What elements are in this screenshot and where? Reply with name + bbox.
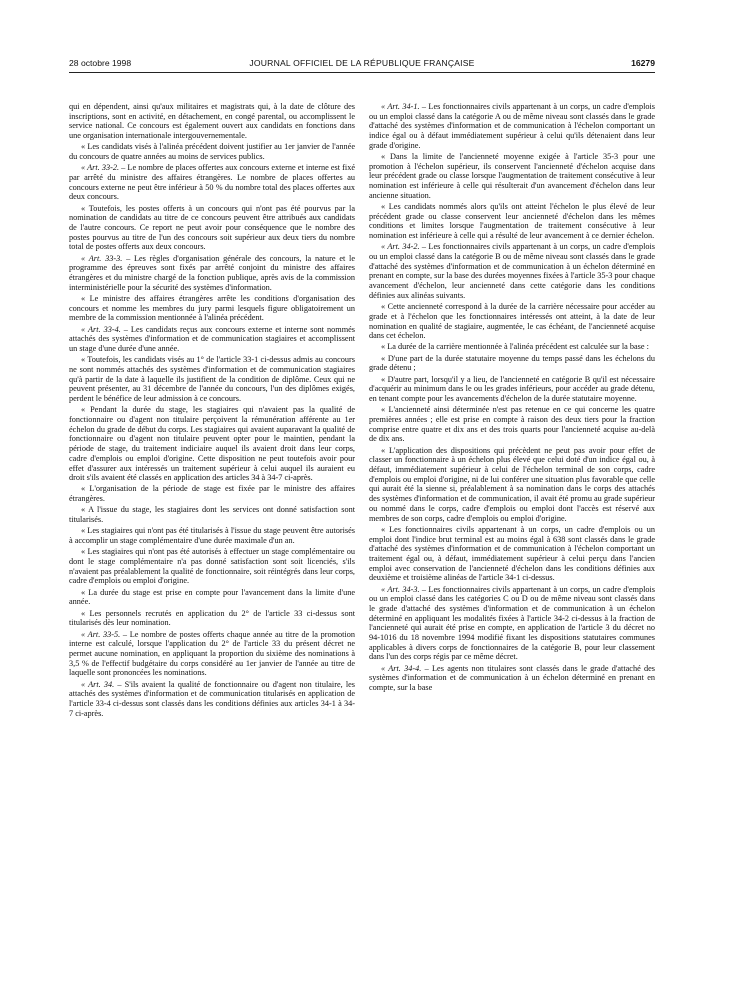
paragraph: [69, 142, 355, 161]
article-label: « Art. 34-2.: [381, 242, 420, 252]
paragraph: [69, 588, 355, 607]
article-label: « Art. 34-3.: [381, 584, 420, 594]
paragraph: [369, 525, 655, 583]
paragraph: [69, 680, 355, 719]
paragraph: [369, 375, 655, 404]
paragraph: [69, 547, 355, 586]
paragraph-text: « L'application des dispositions qui précèdent ne peut pas avoir pour effet de classer un fonctionnaire à un échelon plus élevé que celui doté d'un indice égal ou, à défaut, immédiatement supérieur à celui de l'échelon terminal de son corps, cadre d'emplois ou emploi d'origine, ni de lui conférer une situation plus favorable que celle qui aurait été la sienne si, préalablement à sa nomination dans le corps des attachés des systèmes d'information et de communication, il avait été promu au grade supérieur ou nommé dans le corps, cadre d'emplois ou emploi dont l'accès est réservé aux membres de son corps, cadre d'emplois ou emploi d'origine.: [369, 445, 655, 523]
paragraph-text: – Le nombre de postes offerts chaque année au titre de la promotion interne est calculé, lorsque l'application du 2° de l'article 33 du présent décret ne permet aucune nomination, en appliquant la proportion du sixième des nominations à 3,5 % de l'effectif budgétaire du corps considéré au 1er janvier de l'année au titre de laquelle sont prononcées les nominations.: [69, 629, 355, 678]
paragraph-text: « D'autre part, lorsqu'il y a lieu, de l'ancienneté en catégorie B qu'il est nécessaire d'acquérir au minimum dans le ou les grades inférieurs, pour accéder au grade détenu, en tenant compte pour les avancements d'échelon de la durée statutaire moyenne.: [369, 374, 655, 404]
paragraph-text: « Les stagiaires qui n'ont pas été autorisés à effectuer un stage complémentaire ou dont le stage complémentaire n'a pas donné satisfaction sont soit licenciés, s'ils n'avaient pas préalablement la qualité de fonctionnaire, soit réintégrés dans leur corps, cadre d'emplois ou emploi d'origine.: [69, 547, 355, 586]
paragraph: [369, 102, 655, 150]
paragraph: [69, 102, 355, 141]
page-header: [69, 58, 655, 72]
paragraph: [69, 609, 355, 628]
paragraph: [69, 294, 355, 323]
paragraph: [69, 204, 355, 252]
paragraph: [369, 664, 655, 693]
paragraph: [69, 325, 355, 354]
paragraph: [369, 202, 655, 241]
paragraph: [69, 484, 355, 503]
paragraph-text: « Les fonctionnaires civils appartenant à un corps, un cadre d'emplois ou un emploi dont l'indice brut terminal est au moins égal à 638 sont classés dans le grade d'attaché des systèmes d'information et de communication à l'échelon comportant un traitement égal ou, à défaut, immédiatement supérieur à celui perçu dans l'ancien emploi avec conservation de l'ancienneté d'échelon dans les conditions définies aux deuxième et troisième alinéas de l'article 34-1 ci-dessus.: [369, 524, 655, 583]
paragraph-text: « Les personnels recrutés en application du 2° de l'article 33 ci-dessus sont titularisés dès leur nomination.: [69, 608, 355, 628]
paragraph: [369, 405, 655, 444]
paragraph: [369, 585, 655, 663]
paragraph-text: « Les stagiaires qui n'ont pas été titularisés à l'issue du stage peuvent être autorisés à accomplir un stage complémentaire d'une durée maximale d'un an.: [69, 526, 355, 546]
right-column: [369, 102, 655, 694]
paragraph: [69, 163, 355, 202]
paragraph: [369, 446, 655, 524]
paragraph-text: « D'une part de la durée statutaire moyenne du temps passé dans les échelons du grade détenu ;: [369, 353, 655, 373]
article-label: « Art. 33-3.: [81, 253, 123, 263]
paragraph: [369, 342, 655, 352]
paragraph-text: « Les candidats visés à l'alinéa précédent doivent justifier au 1er janvier de l'année du concours de quatre années au moins de services publics.: [69, 142, 355, 162]
paragraph: [69, 254, 355, 293]
header-rule: [69, 72, 655, 73]
paragraph-text: « Toutefois, les postes offerts à un concours qui n'ont pas été pourvus par la nomination de candidats au titre de ce concours peuvent être attribués aux candidats de l'autre concours. Ce report ne peut avoir pour conséquence que le nombre des postes pourvus au titre de l'un des concours soit supérieur aux deux tiers du nombre total de postes offerts aux deux concours.: [69, 203, 355, 252]
paragraph-text: « A l'issue du stage, les stagiaires dont les services ont donné satisfaction sont titularisés.: [69, 505, 355, 525]
paragraph: [369, 354, 655, 373]
paragraph-text: – Le nombre de places offertes aux concours externe et interne est fixé par arrêté du ministre des affaires étrangères. Le nombre de places offertes au concours externe ne peut être inférieur à 50 % du nombre total des places offertes aux deux concours.: [69, 163, 355, 202]
article-label: « Art. 33-2.: [81, 163, 120, 173]
issue-date: 28 octobre 1998: [69, 58, 132, 68]
paragraph: [369, 302, 655, 341]
paragraph-text: – Les fonctionnaires civils appartenant à un corps, un cadre d'emplois ou un emploi classé dans la catégorie A ou de même niveau sont classés dans le grade d'attaché des systèmes d'information et de communication à l'échelon comportant un indice égal ou à défaut immédiatement supérieur à celui qu'ils détenaient dans leur grade d'origine.: [369, 102, 655, 150]
article-label: « Art. 33-5.: [81, 629, 121, 639]
paragraph-text: « Les candidats nommés alors qu'ils ont atteint l'échelon le plus élevé de leur précédent grade ou classe conservent leur ancienneté d'échelon dans les mêmes conditions et limites lorsque l'augmentation de traitement consécutive à leur nomination est inférieure à celle qui a résulté de leur avancement à ce dernier échelon.: [369, 202, 655, 241]
paragraph-text: « Pendant la durée du stage, les stagiaires qui n'avaient pas la qualité de fonctionnaire ou d'agent non titulaire perçoivent la rémunération afférente au 1er échelon du grade de début du corps. Les stagiaires qui avaient auparavant la qualité de fonctionnaire ou d'agent non titulaire peuvent opter pour le maintien, pendant la période de stage, du traitement indiciaire auquel ils avaient droit dans leur corps, cadre d'emplois ou emploi d'origine. Cette disposition ne peut toutefois avoir pour effet d'assurer aux intéressés un traitement supérieur à celui auquel ils auraient eu droit s'ils avaient été classés en application des articles 34 à 34-7 ci-après.: [69, 405, 355, 483]
paragraph: [69, 505, 355, 524]
article-label: « Art. 34.: [81, 679, 115, 689]
paragraph: [69, 405, 355, 483]
paragraph-text: – Les fonctionnaires civils appartenant à un corps, un cadre d'emplois ou un emploi classé dans les catégories C ou D ou de même niveau sont classés dans le grade d'attaché des systèmes d'information et de communication à un échelon déterminé en appliquant les modalités fixées à l'article 34-2 ci-dessus à la fraction de l'ancienneté qui aurait été prise en compte, en application de l'article 3 du décret no 94-1016 du 18 novembre 1994 modifié fixant les dispositions statutaires communes applicables à divers corps de fonctionnaires de la catégorie B, pour leur classement dans l'un des corps régis par ce même décret.: [369, 584, 655, 662]
paragraph-text: « Le ministre des affaires étrangères arrête les conditions d'organisation des concours et nomme les membres du jury parmi lesquels figure obligatoirement un membre de la commission mentionnée à l'alinéa précédent.: [69, 294, 355, 323]
paragraph-text: « Dans la limite de l'ancienneté moyenne exigée à l'article 35-3 pour une promotion à l'échelon supérieur, ils conservent l'ancienneté d'échelon acquise dans leur précédent grade ou classe lorsque l'augmentation de traitement consécutive à leur nomination est inférieure à celle qui résulterait d'un avancement d'échelon dans leur ancienne situation.: [369, 152, 655, 200]
paragraph-text: « Toutefois, les candidats visés au 1° de l'article 33-1 ci-dessus admis au concours ne sont nommés attachés des systèmes d'information et de communication stagiaires qu'à partir de la date à laquelle ils justifient de la condition de diplôme. Ceux qui ne peuvent présenter, au 31 décembre de l'année du concours, l'un des diplômes exigés, perdent le bénéfice de leur admission à ce concours.: [69, 355, 355, 404]
paragraph: [69, 526, 355, 545]
paragraph-text: « Cette ancienneté correspond à la durée de la carrière nécessaire pour accéder au grade et à l'échelon que les fonctionnaires intéressés ont atteint, à la date de leur nomination en qualité de stagiaire, augmentée, le cas échéant, de l'ancienneté acquise dans cet échelon.: [369, 302, 655, 341]
paragraph-text: « L'organisation de la période de stage est fixée par le ministre des affaires étrangères.: [69, 484, 355, 504]
paragraph-text: qui en dépendent, ainsi qu'aux militaires et magistrats qui, à la date de clôture des inscriptions, sont en activité, en détachement, en congé parental, ou accomplissent le service national. Ce concours est également ouvert aux candidats en fonctions dans une organisation internationale intergouvernementale.: [69, 102, 355, 141]
article-label: « Art. 33-4.: [81, 324, 121, 334]
paragraph: [369, 242, 655, 300]
left-column: [69, 102, 355, 720]
paragraph-text: – S'ils avaient la qualité de fonctionnaire ou d'agent non titulaire, les attachés des systèmes d'information et de communication titularisés en application de l'article 33-4 ci-dessus sont classés dans les conditions définies aux articles 34-1 à 34-7 ci-après.: [69, 679, 355, 718]
article-label: « Art. 34-1.: [381, 102, 420, 111]
paragraph-text: « La durée de la carrière mentionnée à l'alinéa précédent est calculée sur la base :: [381, 342, 649, 352]
journal-title: JOURNAL OFFICIEL DE LA RÉPUBLIQUE FRANÇAISE: [249, 58, 475, 68]
paragraph-text: – Les fonctionnaires civils appartenant à un corps, un cadre d'emplois ou un emploi classé dans la catégorie B ou de même niveau sont classés dans le grade d'attaché des systèmes d'information et de communication à un échelon déterminé en prenant en compte, sur la base des durées moyennes fixées à l'article 35-3 pour chaque avancement d'échelon, leur ancienneté dans cette catégorie dans les conditions définies aux alinéas suivants.: [369, 242, 655, 300]
article-label: « Art. 34-4.: [381, 663, 422, 673]
page-number: 16279: [631, 58, 655, 68]
paragraph-text: – Les règles d'organisation générale des concours, la nature et le programme des épreuves sont fixés par arrêté conjoint du ministre des affaires étrangères et du ministre chargé de la fonction publique, après avis de la commission interministérielle pour la sécurité des systèmes d'information.: [69, 253, 356, 292]
paragraph-text: – Les candidats reçus aux concours externe et interne sont nommés attachés des systèmes d'information et de communication stagiaires et accomplissent un stage d'une durée d'une année.: [69, 324, 355, 354]
paragraph-text: « L'ancienneté ainsi déterminée n'est pas retenue en ce qui concerne les quatre premières années ; elle est prise en compte à raison des deux tiers pour la fraction comprise entre quatre et dix ans et des trois quarts pour l'ancienneté acquise au-delà de dix ans.: [369, 405, 655, 444]
paragraph-text: – Les agents non titulaires sont classés dans le grade d'attaché des systèmes d'information et de communication à un échelon déterminé en prenant en compte, sur la base: [369, 663, 656, 692]
paragraph: [69, 355, 355, 403]
paragraph: [69, 630, 355, 678]
paragraph: [369, 152, 655, 200]
paragraph-text: « La durée du stage est prise en compte pour l'avancement dans la limite d'une année.: [69, 587, 355, 607]
